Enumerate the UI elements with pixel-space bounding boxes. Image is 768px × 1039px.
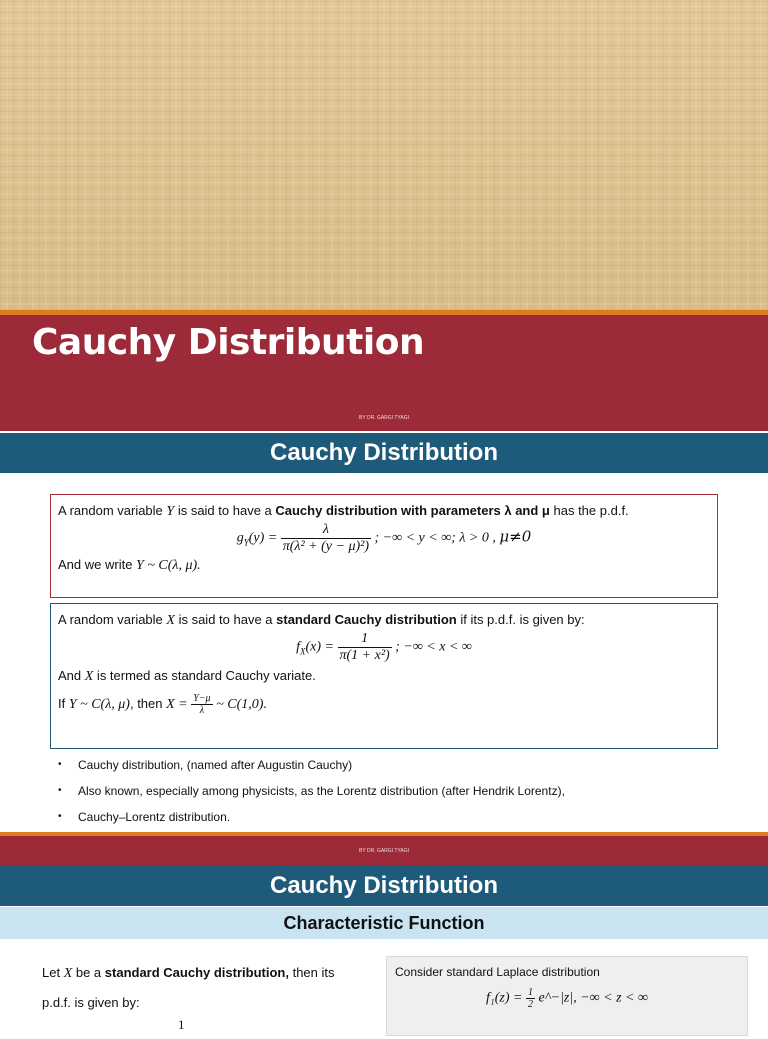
partial-fraction-numerator: 1: [178, 1017, 185, 1032]
list-item: • Cauchy–Lorentz distribution.: [58, 810, 231, 824]
list-item: • Also known, especially among physicists, as the Lorentz distribution (after Hendrik Lorentz),: [58, 784, 565, 798]
standard-definition-text: A random variable X is said to have a standard Cauchy distribution if its p.d.f. is given by:: [58, 612, 585, 628]
standard-pdf-equation: $f_X(x)$ = $\frac{1}{\text{π(1 + x²)}}$ ; −∞ < x < ∞: [296, 631, 472, 663]
slide-title: Cauchy Distribution: [32, 322, 425, 363]
laplace-box: [386, 956, 748, 1036]
standard-variate-text: And X is termed as standard Cauchy variate.: [58, 668, 316, 684]
author-byline: BY DR. GARGI TYAGI: [358, 415, 409, 421]
standard-cauchy-box: [50, 603, 718, 749]
slide-header: Cauchy Distribution: [0, 866, 768, 906]
cauchy-definition-box: [50, 494, 718, 598]
left-column-text: Let X be a standard Cauchy distribution, then its p.d.f. is given by: 1: [42, 958, 372, 1017]
slide-header: Cauchy Distribution: [0, 433, 768, 473]
notation-text: And we write Y ~ C(λ, μ).: [58, 557, 201, 573]
list-item: • Cauchy distribution, (named after Augustin Cauchy): [58, 758, 353, 772]
definition-text: A random variable Y is said to have a Cauchy distribution with parameters λ and μ has the p.d.f.: [58, 503, 629, 519]
laplace-equation: f₁(z) = $\frac{1}{2}$ e^−|z|, −∞ < z < ∞: [486, 987, 648, 1010]
cauchy-pdf-equation: $g_Y(y)$ = $\frac{\lambda}{\text{π(λ² + (y − μ)²)}}$ ; −∞ < y < ∞; λ > 0 , μ≠0: [236, 522, 532, 554]
transformation-text: If Y ~ C(λ, μ), then X = $\frac{Y-\mu}{\lambda}$ ~ C(1,0).: [58, 693, 267, 716]
facts-list: [58, 757, 565, 835]
section-subheader: Characteristic Function: [0, 907, 768, 939]
author-byline: BY DR. GARGI TYAGI: [358, 848, 409, 854]
laplace-intro: Consider standard Laplace distribution: [395, 965, 600, 979]
title-slide-background: [0, 0, 768, 310]
